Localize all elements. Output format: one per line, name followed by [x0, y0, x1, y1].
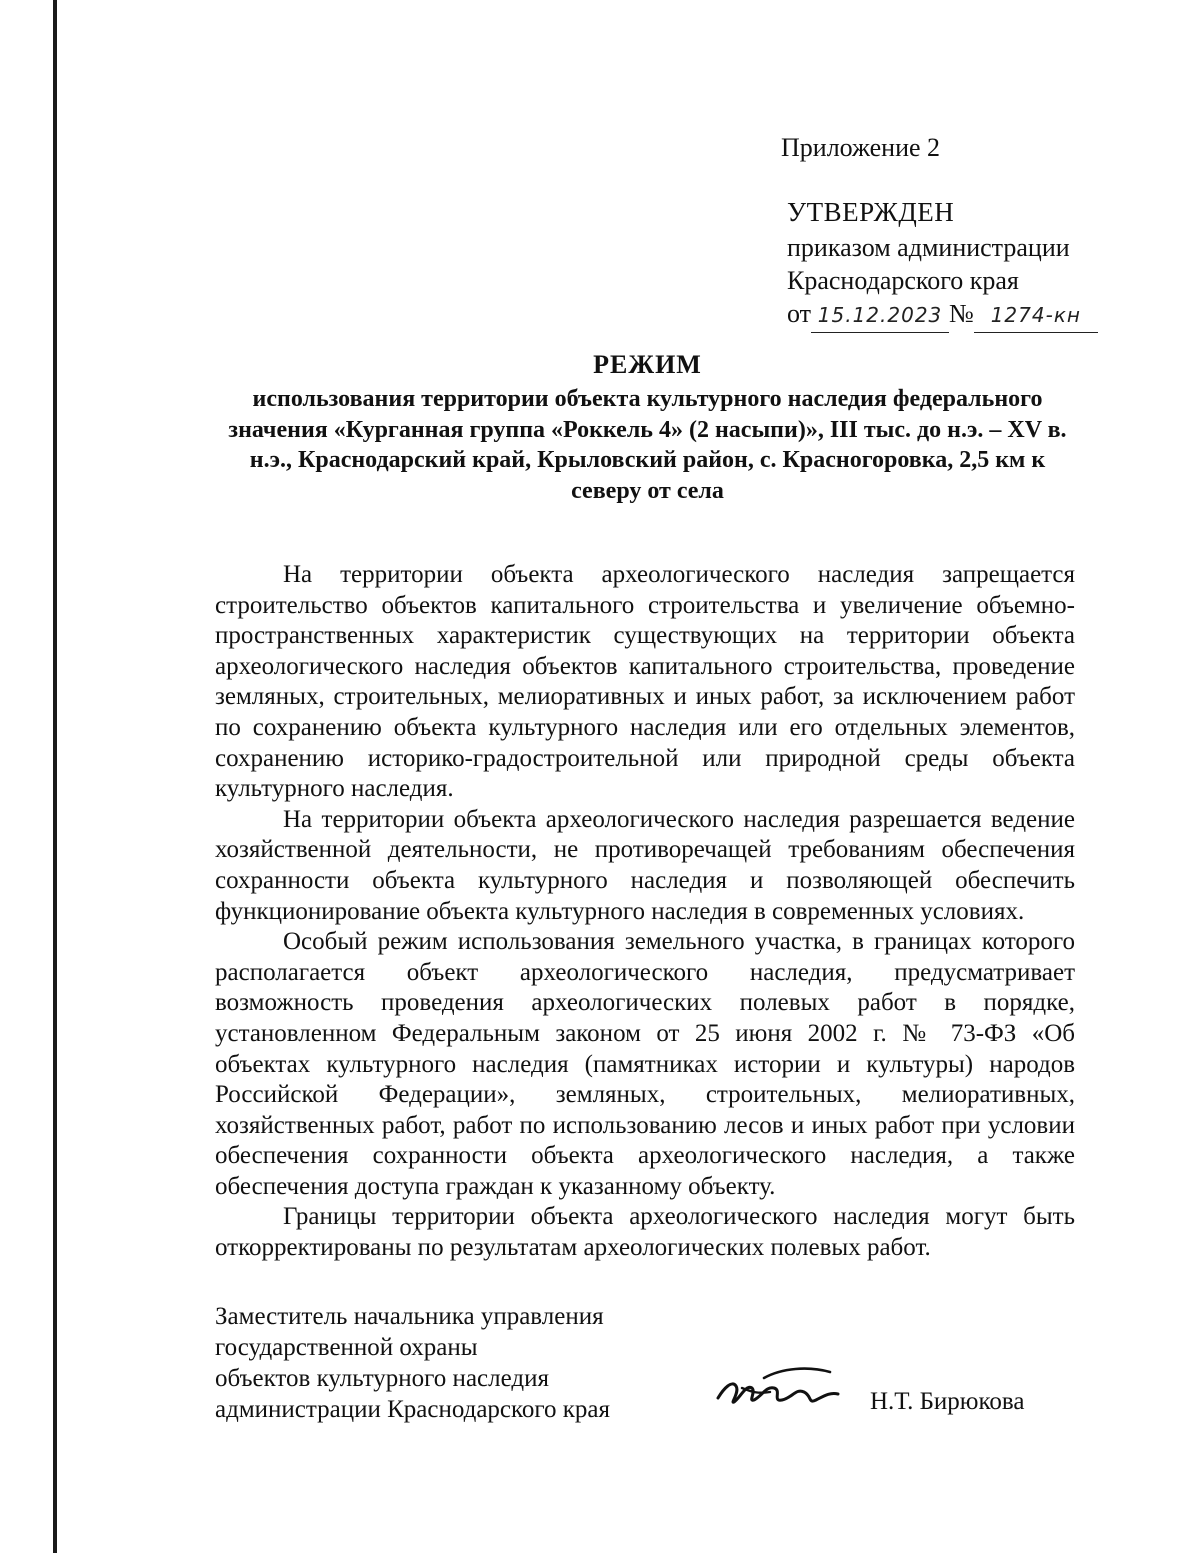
- order-number: 1274-кн: [974, 299, 1098, 333]
- position-line-4: администрации Краснодарского края: [215, 1396, 611, 1423]
- position-line-1: Заместитель начальника управления: [215, 1303, 604, 1330]
- order-reference: [787, 297, 1098, 333]
- number-label: №: [949, 299, 974, 328]
- position-line-3: объектов культурного наследия: [215, 1365, 549, 1392]
- position-line-2: государственной охраны: [215, 1334, 478, 1361]
- scan-edge-line: [53, 0, 57, 1553]
- signatory-position: [215, 1301, 610, 1425]
- signer-name: Н.Т. Бирюкова: [870, 1388, 1025, 1415]
- from-label: от: [787, 299, 812, 328]
- document-body: [215, 560, 1075, 1264]
- approved-heading: УТВЕРЖДЕН: [787, 197, 955, 227]
- approval-block: [787, 196, 1098, 333]
- body-paragraph: Особый режим использования земельного участка, в границах которого располагается объект археологического наследия, предусматривает возможность проведения археологических полевых работ в порядке, установленном Федеральным законом от 25 июня 2002 г. № 73-ФЗ «Об объектах культурного наследия (памятниках истории и культуры) народов Российской Федерации», земляных, строительных, мелиоративных, хозяйственных работ, работ по использованию лесов и иных работ при условии обеспечения сохранности объекта археологического наследия, а также обеспечения доступа граждан к указанному объекту.: [215, 928, 1075, 1200]
- appendix-label: Приложение 2: [781, 133, 941, 162]
- document-subtitle: использования территории объекта культурного наследия федерального значения «Курганная группа «Роккель 4» (2 насыпи)», III тыс. до н.э. – XV в. н.э., Краснодарский край, Крыловский район, с. Красногоровка, 2,5 км к северу от села: [228, 386, 1067, 504]
- order-date: 15.12.2023: [811, 299, 949, 333]
- body-paragraph: Границы территории объекта археологического наследия могут быть откорректированы по результатам археологических полевых работ.: [215, 1203, 1075, 1262]
- approved-by-line-1: приказом администрации: [787, 233, 1070, 262]
- approved-by-line-2: Краснодарского края: [787, 266, 1019, 295]
- body-paragraph: На территории объекта археологического наследия разрешается ведение хозяйственной деятельности, не противоречащей требованиям обеспечения сохранности объекта культурного наследия и позволяющей обеспечить функционирование объекта культурного наследия в современных условиях.: [215, 805, 1075, 925]
- body-paragraph: На территории объекта археологического наследия запрещается строительство объектов капитального строительства и увеличение объемно-пространственных характеристик существующих на территории объекта археологического наследия объектов капитального строительства, проведение земляных, строительных, мелиоративных и иных работ, за исключением работ по сохранению объекта культурного наследия или его отдельных элементов, сохранению историко-градостроительной или природной среды объекта культурного наследия.: [215, 561, 1075, 803]
- document-title: РЕЖИМ: [593, 350, 702, 379]
- handwritten-signature: [712, 1358, 852, 1418]
